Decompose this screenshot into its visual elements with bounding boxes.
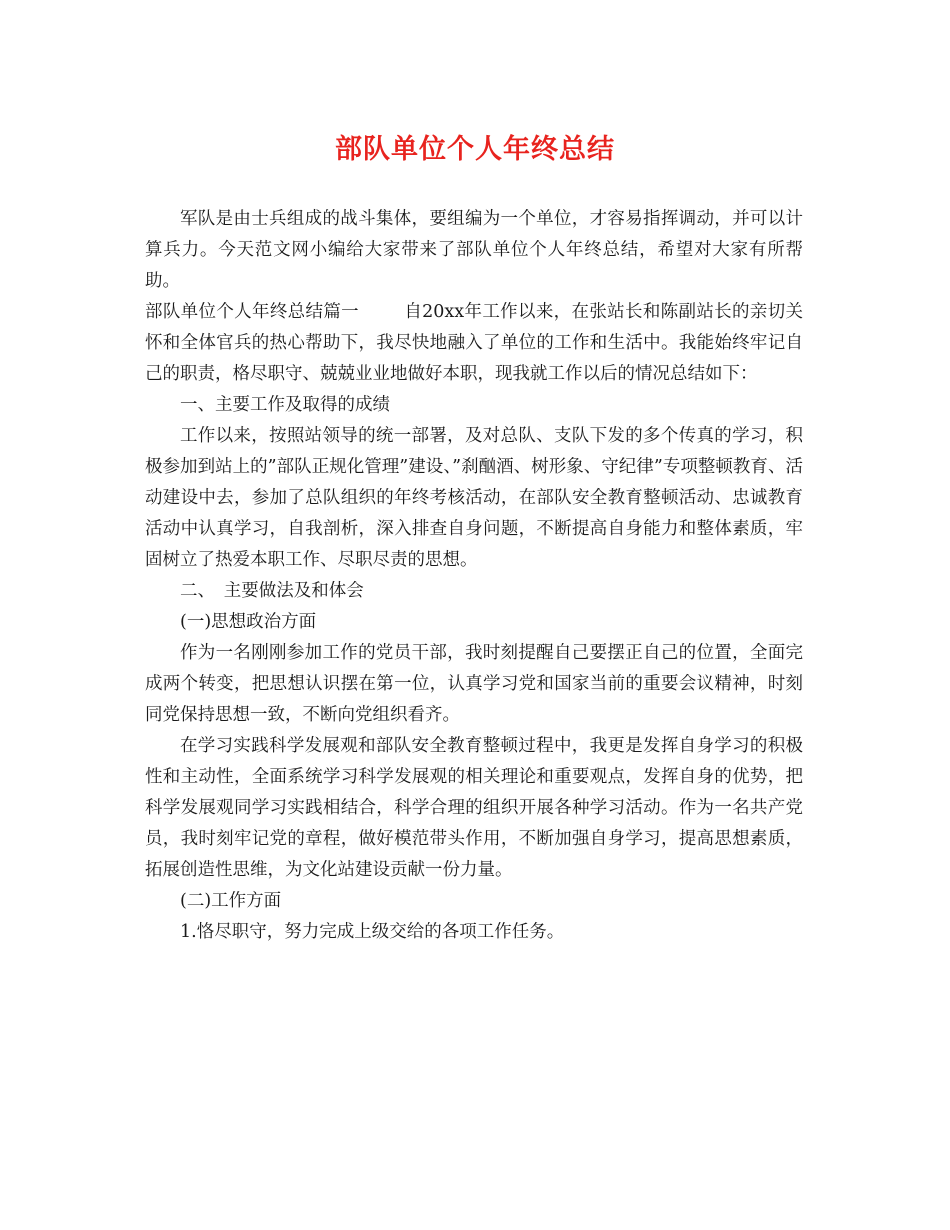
subsection-heading-work: (二)工作方面: [180, 891, 282, 911]
intro-paragraph: 军队是由士兵组成的战斗集体，要组编为一个单位，才容易指挥调动，并可以计算兵力。今天范文网小编给大家带来了部队单位个人年终总结，希望对大家有所帮助。: [145, 209, 803, 291]
work-item-1: 1.恪尽职守，努力完成上级交给的各项工作任务。: [180, 922, 565, 942]
document-body: [145, 204, 803, 948]
section-1-paragraph: 工作以来，按照站领导的统一部署，及对总队、支队下发的多个传真的学习，积极参加到站上的”部队正规化管理”建设、”刹酗酒、树形象、守纪律”专项整顿教育、活动建设中去，参加了总队组织的年终考核活动，在部队安全教育整顿活动、忠诚教育活动中认真学习，自我剖析，深入排查自身问题，不断提高自身能力和整体素质，牢固树立了热爱本职工作、尽职尽责的思想。: [145, 426, 803, 570]
piece-paragraph: [145, 297, 803, 390]
political-paragraph-2: 在学习实践科学发展观和部队安全教育整顿过程中，我更是发挥自身学习的积极性和主动性，全面系统学习科学发展观的相关理论和重要观点，发挥自身的优势，把科学发展观同学习实践相结合，科学合理的组织开展各种学习活动。作为一名共产党员，我时刻牢记党的章程，做好模范带头作用，不断加强自身学习，提高思想素质，拓展创造性思维，为文化站建设贡献一份力量。: [145, 736, 803, 880]
political-paragraph-1: 作为一名刚刚参加工作的党员干部，我时刻提醒自己要摆正自己的位置，全面完成两个转变，把思想认识摆在第一位，认真学习党和国家当前的重要会议精神，时刻同党保持思想一致，不断向党组织看齐。: [145, 643, 803, 725]
piece-text: 自20xx年工作以来，在张站长和陈副站长的亲切关怀和全体官兵的热心帮助下，我尽快地融入了单位的工作和生活中。我能始终牢记自己的职责，格尽职守、兢兢业业地做好本职，现我就工作以后的情况总结如下：: [145, 302, 803, 384]
subsection-heading-political: (一)思想政治方面: [180, 612, 317, 632]
document-title: 部队单位个人年终总结: [335, 134, 615, 165]
section-heading-1: 一、主要工作及取得的成绩: [180, 395, 390, 415]
piece-label: 部队单位个人年终总结篇一: [145, 302, 359, 322]
section-heading-2: 二、 主要做法及和体会: [180, 581, 364, 601]
